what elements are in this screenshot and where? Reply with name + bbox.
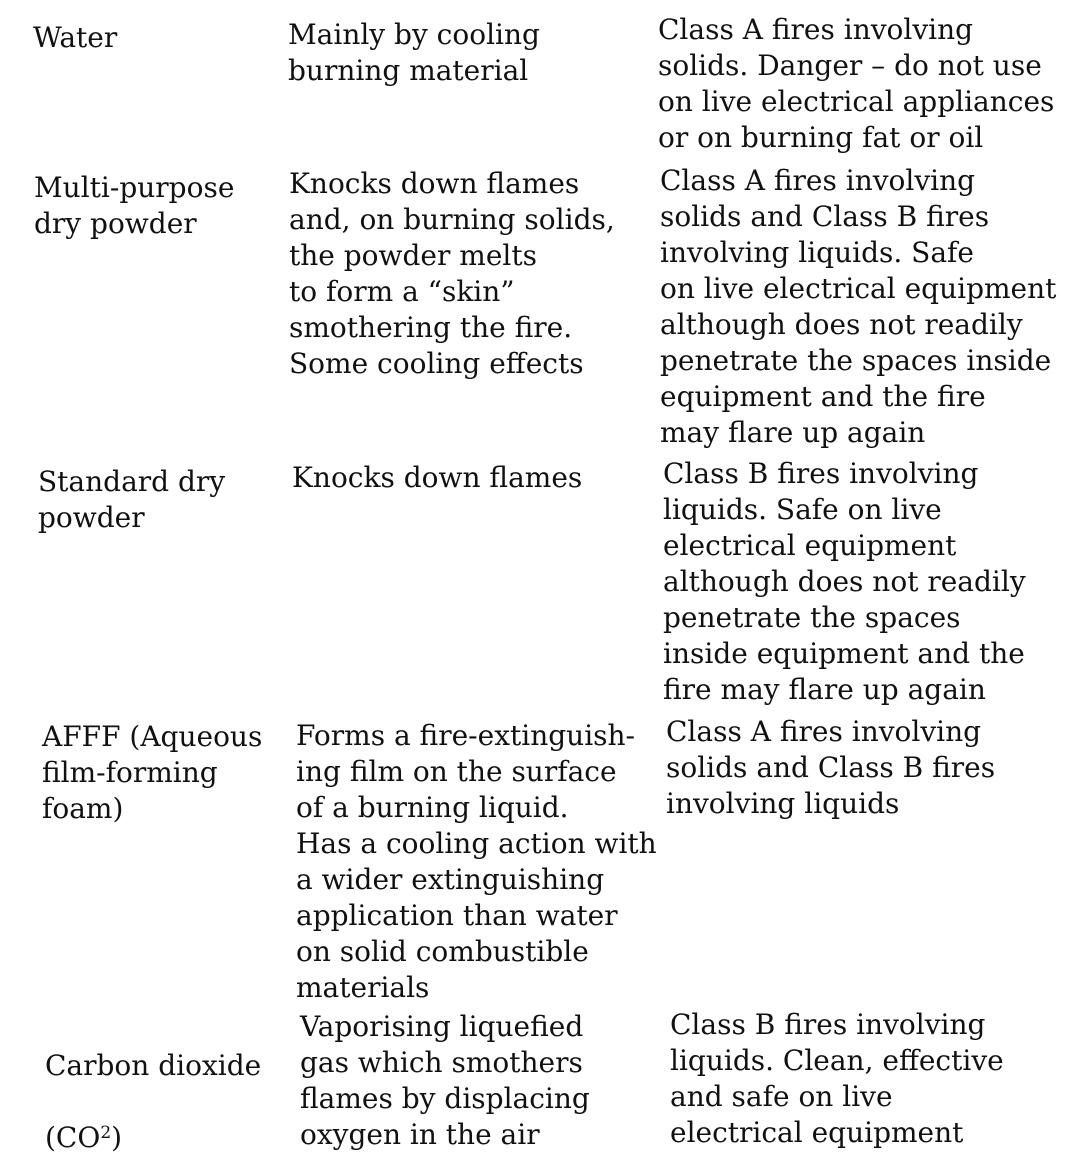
use-multi-purpose-dry-powder: Class A fires involving solids and Class B fires involving liquids. Safe on live electrical equipment although does not readily penetrate the spaces inside equipment and the fire may flare up again <box>660 164 1057 449</box>
use-afff: Class A fires involving solids and Class B fires involving liquids <box>666 715 996 820</box>
agent-afff: AFFF (Aqueous film-forming foam) <box>42 720 263 825</box>
agent-carbon-dioxide-line2-pre: (CO <box>45 1121 101 1154</box>
agent-standard-dry-powder: Standard dry powder <box>38 465 226 534</box>
action-standard-dry-powder: Knocks down flames <box>292 461 583 494</box>
agent-carbon-dioxide-superscript: 2 <box>100 1123 112 1143</box>
agent-carbon-dioxide <box>45 1012 295 1156</box>
use-standard-dry-powder: Class B fires involving liquids. Safe on live electrical equipment although does not readily penetrate the spaces inside equipment and the fire may flare up again <box>663 457 1026 706</box>
agent-carbon-dioxide-line1: Carbon dioxide <box>45 1049 262 1082</box>
action-afff: Forms a fire-extinguish- ing film on the surface of a burning liquid. Has a cooling action with a wider extinguishing application than water on solid combustible materials <box>296 719 657 1004</box>
use-water: Class A fires involving solids. Danger – do not use on live electrical appliances or on burning fat or oil <box>658 13 1055 154</box>
action-water: Mainly by cooling burning material <box>288 18 540 87</box>
action-multi-purpose-dry-powder: Knocks down flames and, on burning solids, the powder melts to form a “skin” smothering the fire. Some cooling effects <box>289 167 615 380</box>
action-carbon-dioxide: Vaporising liquefied gas which smothers flames by displacing oxygen in the air <box>300 1010 590 1151</box>
use-carbon-dioxide: Class B fires involving liquids. Clean, effective and safe on live electrical equipment <box>670 1008 1004 1149</box>
agent-water: Water <box>33 21 118 54</box>
agent-multi-purpose-dry-powder: Multi-purpose dry powder <box>34 171 235 240</box>
agent-carbon-dioxide-line2-post: ) <box>111 1121 123 1154</box>
